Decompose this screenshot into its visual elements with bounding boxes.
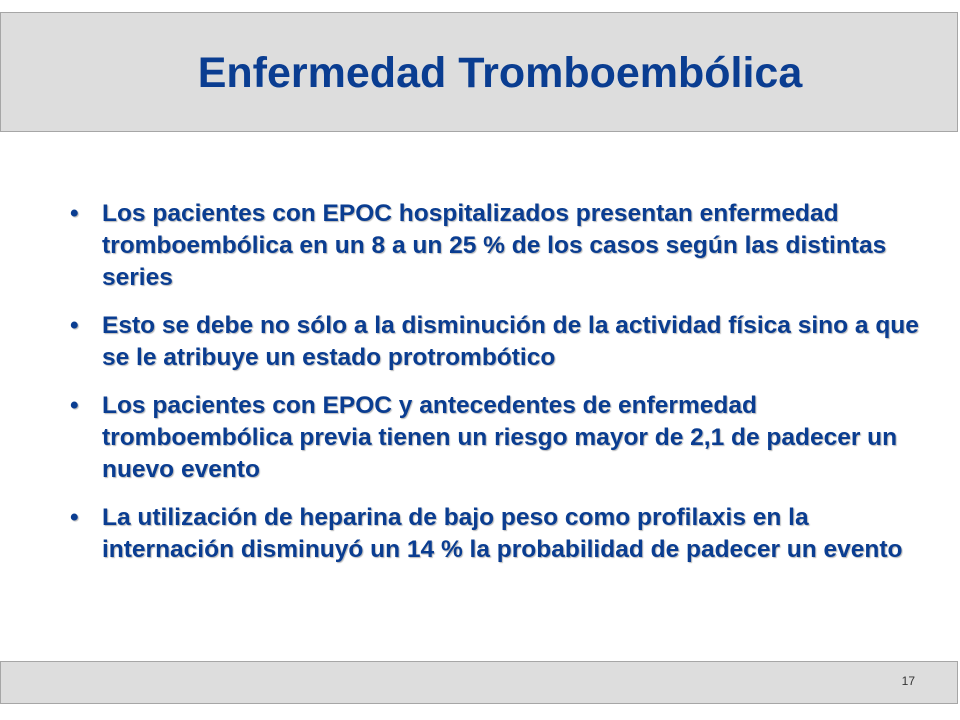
bullet-dot-icon: • xyxy=(70,200,79,227)
bullet-list xyxy=(70,198,930,582)
slide-title: Enfermedad Tromboembólica xyxy=(197,49,803,97)
bullet-item xyxy=(70,390,930,486)
bullet-item xyxy=(70,502,930,566)
page-number: 17 xyxy=(901,674,915,688)
footer-band xyxy=(0,661,958,704)
bullet-item xyxy=(70,198,930,294)
bullet-dot-icon: • xyxy=(70,312,79,339)
bullet-text: Los pacientes con EPOC y antecedentes de enfermedad tromboembólica previa tienen un riesgo mayor de 2,1 de padecer un nuevo evento xyxy=(102,392,898,483)
bullet-text: La utilización de heparina de bajo peso como profilaxis en la internación disminuyó un 14 % la probabilidad de padecer un evento xyxy=(102,504,903,563)
bullet-dot-icon: • xyxy=(70,504,79,531)
bullet-item xyxy=(70,310,930,374)
bullet-dot-icon: • xyxy=(70,392,79,419)
bullet-text: Los pacientes con EPOC hospitalizados presentan enfermedad tromboembólica en un 8 a un 25 % de los casos según las distintas series xyxy=(102,200,887,291)
bullet-text: Esto se debe no sólo a la disminución de la actividad física sino a que se le atribuye un estado protrombótico xyxy=(102,312,919,371)
